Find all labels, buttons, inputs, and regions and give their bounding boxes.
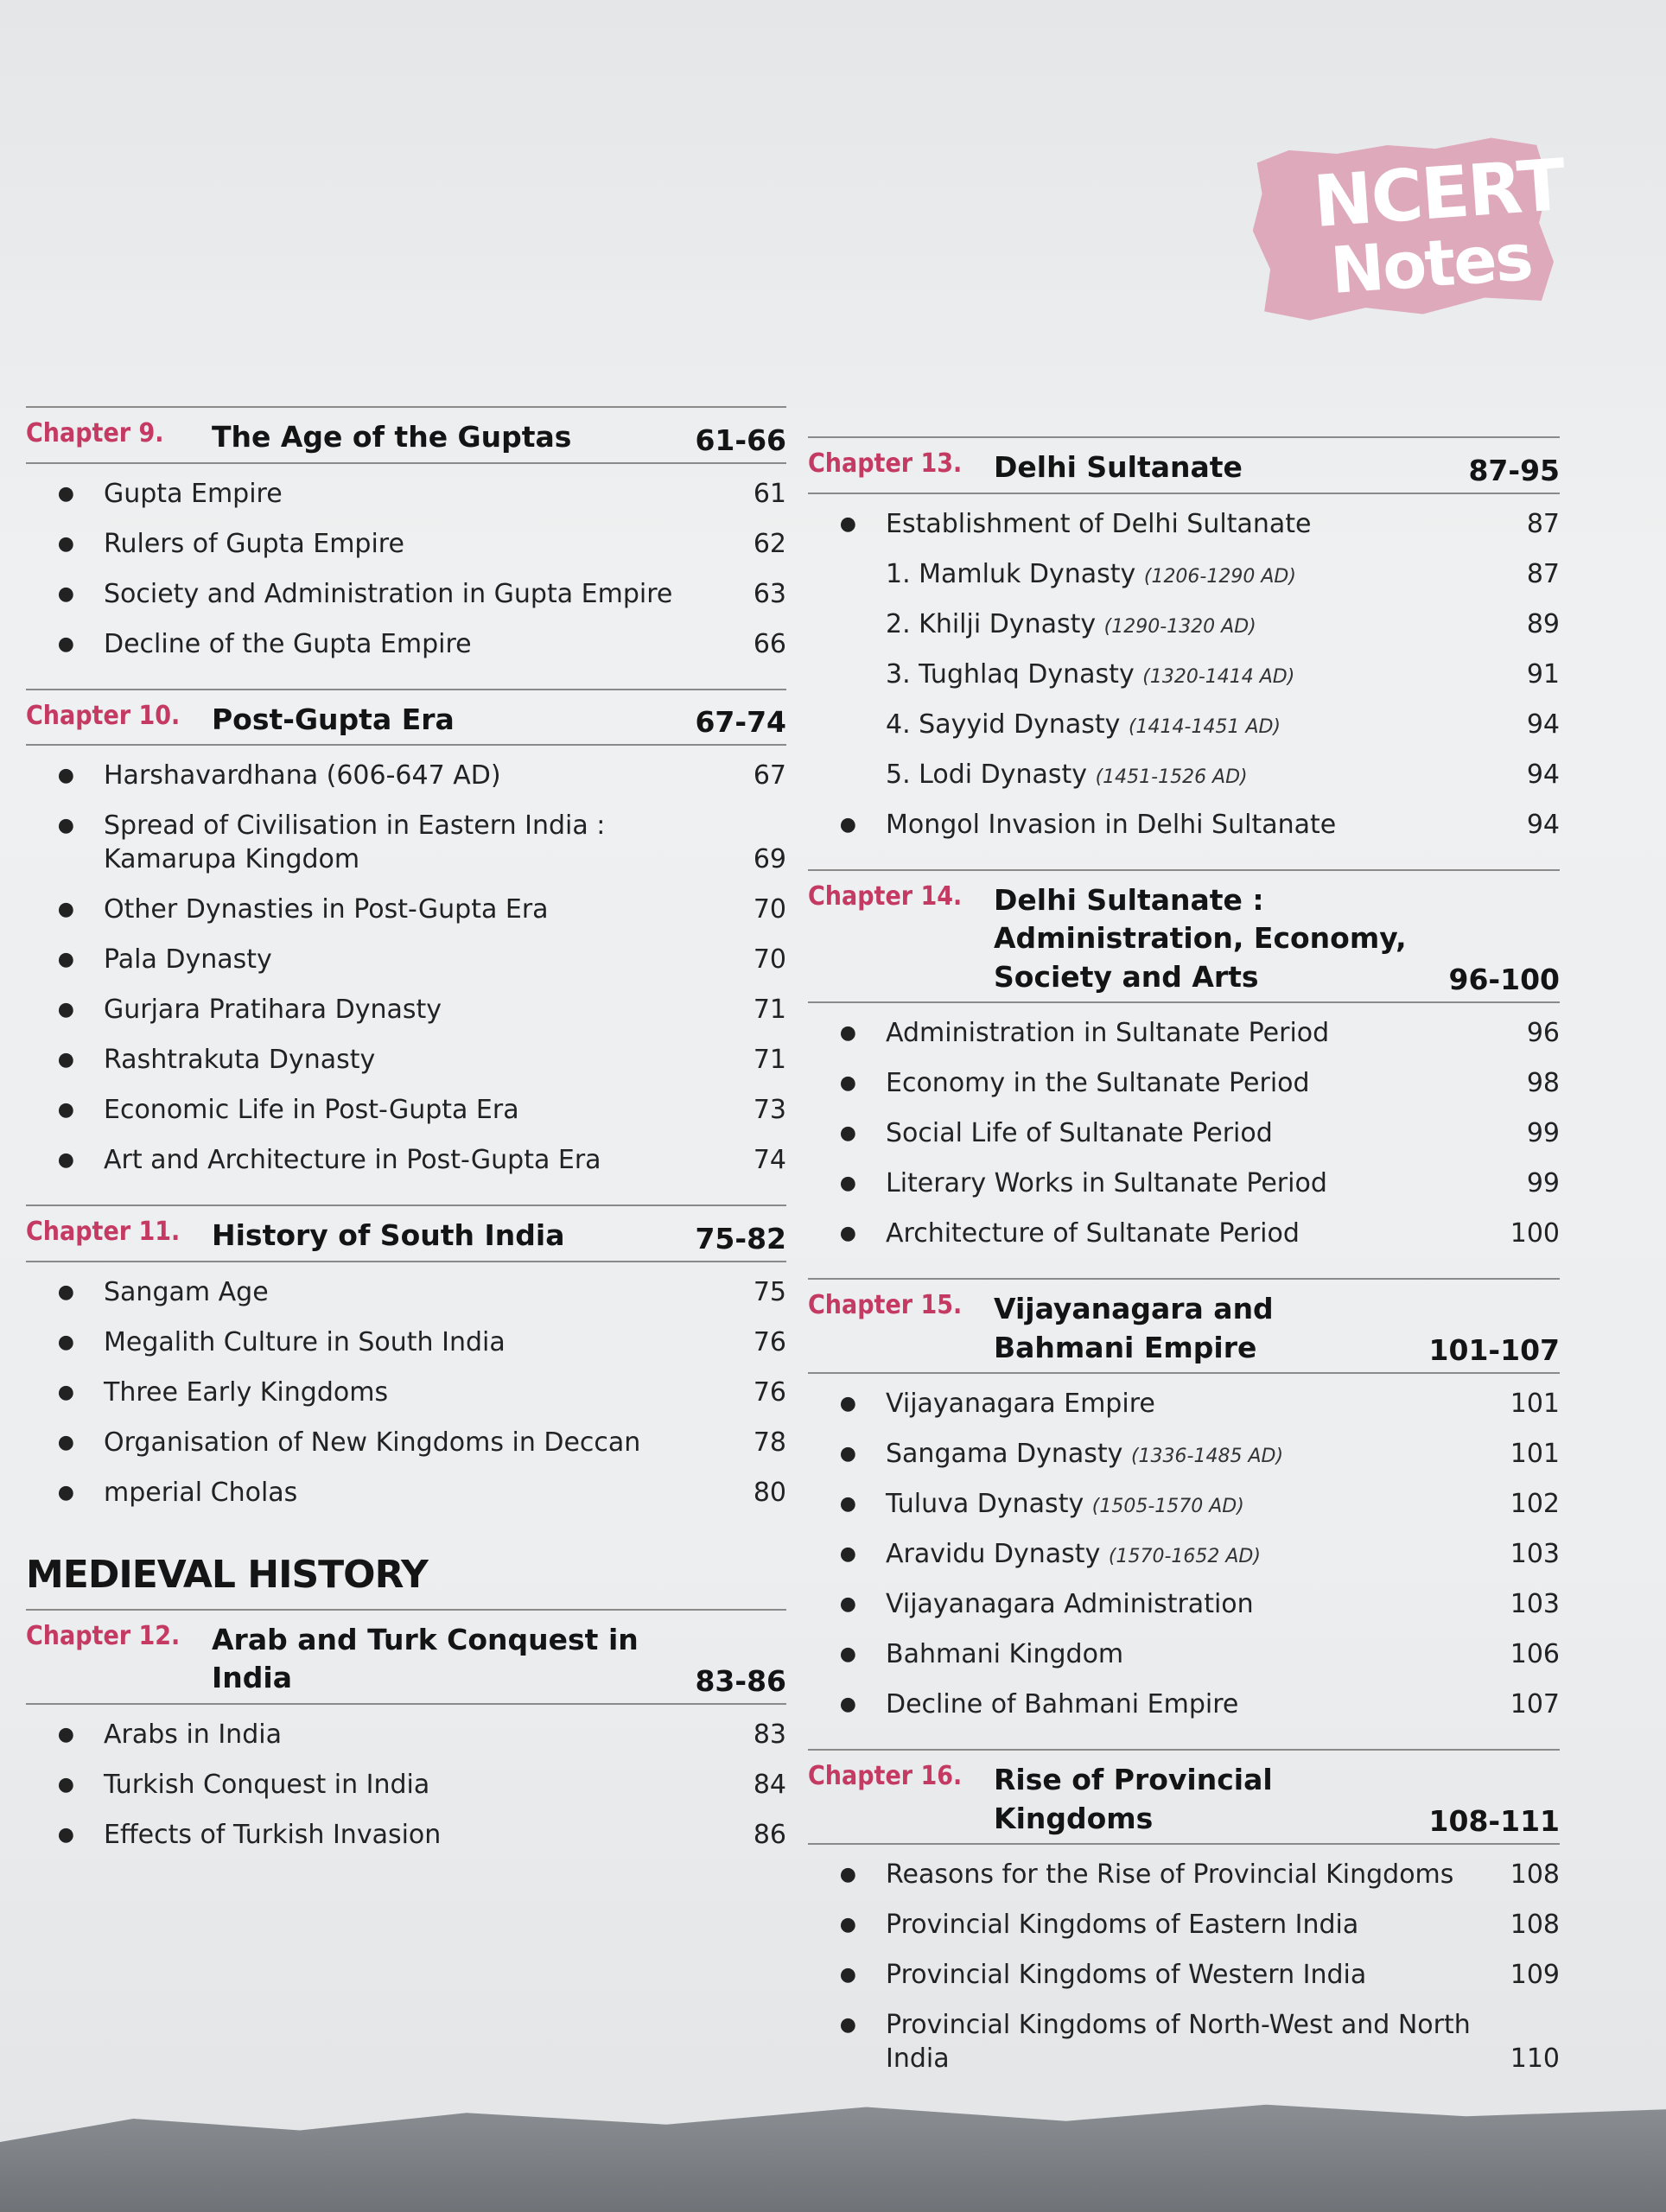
bullet-icon: ● [57, 1149, 74, 1172]
bullet-icon: ● [839, 512, 856, 535]
item-page: 63 [753, 578, 786, 609]
chapter-header [26, 689, 786, 747]
bullet-icon: ● [57, 999, 74, 1021]
list-item[interactable] [26, 1318, 786, 1368]
chapter-label: Chapter 15. [808, 1290, 963, 1321]
item-text: Economy in the Sultanate Period [886, 1068, 1310, 1099]
list-item[interactable] [808, 1379, 1560, 1429]
item-page: 94 [1526, 709, 1560, 740]
item-page: 73 [753, 1095, 786, 1126]
topic-list [808, 494, 1560, 850]
item-text: Vijayanagara Administration [886, 1589, 1254, 1620]
dynasty-name: Tuluva Dynasty [886, 1489, 1084, 1520]
topic-list [26, 464, 786, 670]
chapter-9 [26, 406, 786, 670]
list-item[interactable] [26, 751, 786, 801]
item-text: Decline of the Gupta Empire [104, 628, 472, 659]
item-page: 86 [753, 1819, 786, 1850]
item-page: 61 [753, 478, 786, 509]
list-item[interactable] [26, 620, 786, 670]
topic-list [26, 1262, 786, 1518]
bullet-icon: ● [57, 1099, 74, 1122]
item-text: Harshavardhana (606-647 AD) [104, 760, 501, 791]
bullet-icon: ● [839, 1964, 856, 1986]
sub-list-item[interactable] [808, 550, 1560, 600]
item-text: Sangam Age [104, 1276, 269, 1307]
list-item[interactable] [26, 469, 786, 519]
chapter-10 [26, 689, 786, 1186]
bullet-icon: ● [57, 765, 74, 787]
list-item[interactable] [26, 1035, 786, 1085]
dynasty-years: (1451-1526 AD) [1095, 766, 1248, 788]
chapter-label: Chapter 14. [808, 880, 963, 912]
chapter-title[interactable]: Vijayanagara and Bahmani Empire [994, 1292, 1274, 1364]
item-page: 78 [753, 1427, 786, 1458]
list-item[interactable] [26, 569, 786, 620]
item-text: Economic Life in Post-Gupta Era [104, 1095, 519, 1126]
item-text: Three Early Kingdoms [104, 1376, 389, 1408]
chapter-pages: 108-111 [1428, 1804, 1560, 1839]
item-text: Vijayanagara Empire [886, 1389, 1155, 1420]
chapter-label: Chapter 11. [26, 1217, 181, 1248]
chapter-14 [808, 869, 1560, 1260]
chapter-header [808, 436, 1560, 494]
item-text: Society and Administration in Gupta Empire [104, 578, 673, 609]
item-text [886, 658, 1491, 691]
item-page: 75 [753, 1276, 786, 1307]
chapter-title[interactable]: Arab and Turk Conquest in India [212, 1622, 639, 1695]
list-item[interactable] [26, 935, 786, 985]
item-page: 99 [1526, 1118, 1560, 1149]
item-page: 70 [753, 944, 786, 976]
bullet-icon: ● [57, 899, 74, 921]
dynasty-name: Aravidu Dynasty [886, 1539, 1101, 1570]
dynasty-name: Sangama Dynasty [886, 1439, 1123, 1470]
list-item[interactable] [808, 1680, 1560, 1730]
dynasty-name: 1. Mamluk Dynasty [886, 558, 1136, 589]
chapter-13 [808, 436, 1560, 850]
list-item[interactable] [808, 800, 1560, 850]
list-item[interactable] [808, 1159, 1560, 1209]
chapter-label: Chapter 9. [26, 418, 164, 448]
topic-list [26, 746, 786, 1185]
item-text: Social Life of Sultanate Period [886, 1118, 1273, 1149]
item-text: Gurjara Pratihara Dynasty [104, 995, 442, 1026]
bullet-icon: ● [839, 1072, 856, 1095]
item-page: 76 [753, 1326, 786, 1357]
item-page: 102 [1510, 1489, 1560, 1520]
item-page: 100 [1510, 1218, 1560, 1249]
bullet-icon: ● [57, 1773, 74, 1796]
item-page: 96 [1526, 1018, 1560, 1049]
list-item[interactable] [808, 1529, 1560, 1580]
bullet-icon: ● [57, 1049, 74, 1071]
chapter-11 [26, 1205, 786, 1518]
logo-line-1: NCERT [1311, 143, 1567, 245]
item-text: Pala Dynasty [104, 944, 272, 976]
item-page: 83 [753, 1719, 786, 1750]
dynasty-years: (1414-1451 AD) [1128, 715, 1281, 738]
dynasty-name: 3. Tughlaq Dynasty [886, 658, 1135, 690]
item-text: Literary Works in Sultanate Period [886, 1168, 1327, 1199]
bullet-icon: ● [839, 1173, 856, 1195]
item-text: Provincial Kingdoms of Western India [886, 1960, 1367, 1991]
chapter-label: Chapter 12. [26, 1620, 181, 1651]
chapter-header [808, 1278, 1560, 1374]
item-page: 101 [1510, 1389, 1560, 1420]
item-text: Rashtrakuta Dynasty [104, 1045, 376, 1076]
item-text: Gupta Empire [104, 478, 283, 509]
list-item[interactable] [808, 1630, 1560, 1680]
dynasty-name: 5. Lodi Dynasty [886, 759, 1088, 790]
item-page: 70 [753, 894, 786, 925]
list-item[interactable] [26, 1085, 786, 1135]
item-text [886, 758, 1491, 791]
bullet-icon: ● [839, 1393, 856, 1415]
item-page: 62 [753, 528, 786, 559]
dynasty-years: (1320-1414 AD) [1142, 665, 1295, 688]
item-text [886, 1437, 1491, 1471]
chapter-title[interactable]: Delhi Sultanate [994, 450, 1243, 484]
item-text: Bahmani Kingdom [886, 1639, 1124, 1670]
chapter-header [26, 1205, 786, 1262]
item-page: 101 [1510, 1439, 1560, 1470]
bullet-icon: ● [839, 1643, 856, 1666]
chapter-header [26, 406, 786, 464]
bullet-icon: ● [57, 949, 74, 971]
dynasty-name: 4. Sayyid Dynasty [886, 709, 1121, 740]
item-page: 109 [1510, 1960, 1560, 1991]
chapter-title[interactable]: Post-Gupta Era [212, 702, 455, 736]
item-page: 87 [1526, 558, 1560, 589]
list-item[interactable] [808, 2000, 1560, 2084]
item-text [886, 1487, 1491, 1521]
list-item[interactable] [26, 1268, 786, 1318]
list-item[interactable] [808, 1109, 1560, 1159]
list-item[interactable] [808, 1900, 1560, 1950]
item-text: Turkish Conquest in India [104, 1769, 430, 1800]
chapter-16 [808, 1749, 1560, 2084]
list-item[interactable] [26, 1418, 786, 1468]
list-item[interactable] [808, 1850, 1560, 1900]
item-page: 108 [1510, 1910, 1560, 1941]
logo-line-2: Notes [1328, 219, 1535, 309]
dynasty-years: (1570-1652 AD) [1108, 1546, 1261, 1568]
section-heading: MEDIEVAL HISTORY [26, 1552, 428, 1597]
item-page: 108 [1510, 1859, 1560, 1891]
item-page: 89 [1526, 608, 1560, 639]
list-item[interactable] [26, 1710, 786, 1760]
chapter-pages: 96-100 [1448, 963, 1560, 997]
dynasty-name: 2. Khilji Dynasty [886, 608, 1097, 639]
list-item[interactable] [26, 1760, 786, 1810]
list-item[interactable] [808, 1209, 1560, 1259]
bullet-icon: ● [839, 2014, 856, 2037]
topic-list [808, 1003, 1560, 1259]
bullet-icon: ● [57, 1723, 74, 1745]
chapter-label: Chapter 16. [808, 1761, 963, 1792]
bullet-icon: ● [839, 813, 856, 836]
chapter-pages: 67-74 [695, 705, 786, 740]
bullet-icon: ● [57, 1331, 74, 1353]
item-page: 94 [1526, 759, 1560, 790]
item-page: 91 [1526, 658, 1560, 690]
bullet-icon: ● [839, 1443, 856, 1465]
item-text: Reasons for the Rise of Provincial Kingdoms [886, 1859, 1454, 1891]
bullet-icon: ● [839, 1223, 856, 1245]
topic-list [808, 1845, 1560, 2084]
chapter-header [26, 1609, 786, 1705]
bullet-icon: ● [57, 1823, 74, 1846]
chapter-12 [26, 1609, 786, 1860]
list-item[interactable] [808, 1058, 1560, 1109]
item-text: Other Dynasties in Post-Gupta Era [104, 894, 549, 925]
item-text [886, 557, 1491, 591]
sub-list-item[interactable] [808, 650, 1560, 700]
bullet-icon: ● [839, 1864, 856, 1886]
topic-list [808, 1374, 1560, 1730]
item-text: Provincial Kingdoms of North-West and North India [886, 2010, 1471, 2075]
item-page: 84 [753, 1769, 786, 1800]
chapter-title[interactable]: Delhi Sultanate : Administration, Economy, Society and Arts [994, 882, 1407, 994]
right-column [808, 436, 1560, 2103]
list-item[interactable] [26, 1368, 786, 1418]
bullet-icon: ● [57, 1281, 74, 1303]
chapter-header [808, 869, 1560, 1004]
list-item[interactable] [26, 1135, 786, 1185]
sub-list-item[interactable] [808, 600, 1560, 650]
item-text [886, 607, 1491, 641]
bullet-icon: ● [839, 1543, 856, 1566]
bullet-icon: ● [57, 482, 74, 505]
chapter-label: Chapter 13. [808, 448, 963, 479]
item-text: Effects of Turkish Invasion [104, 1819, 442, 1850]
item-page: 103 [1510, 1539, 1560, 1570]
bullet-icon: ● [57, 1381, 74, 1403]
bullet-icon: ● [57, 582, 74, 605]
ncert-notes-logo [1253, 143, 1567, 315]
item-text: Provincial Kingdoms of Eastern India [886, 1910, 1359, 1941]
dynasty-years: (1290-1320 AD) [1103, 615, 1256, 638]
chapter-pages: 83-86 [695, 1663, 786, 1698]
dynasty-years: (1336-1485 AD) [1130, 1446, 1284, 1468]
bullet-icon: ● [839, 1694, 856, 1716]
item-page: 106 [1510, 1639, 1560, 1670]
item-page: 71 [753, 995, 786, 1026]
bullet-icon: ● [839, 1914, 856, 1936]
item-page: 66 [753, 628, 786, 659]
item-page: 99 [1526, 1168, 1560, 1199]
dynasty-years: (1206-1290 AD) [1143, 565, 1296, 588]
chapter-title[interactable]: The Age of the Guptas [212, 420, 572, 454]
item-text [886, 708, 1491, 741]
item-page: 80 [753, 1477, 786, 1508]
bullet-icon: ● [839, 1122, 856, 1145]
list-item[interactable] [808, 499, 1560, 550]
list-item[interactable] [26, 1468, 786, 1518]
list-item[interactable] [26, 885, 786, 935]
item-page: 98 [1526, 1068, 1560, 1099]
list-item[interactable] [26, 985, 786, 1035]
bullet-icon: ● [57, 632, 74, 655]
bullet-icon: ● [57, 532, 74, 555]
item-text: Megalith Culture in South India [104, 1326, 506, 1357]
bullet-icon: ● [839, 1493, 856, 1516]
item-text [886, 1537, 1491, 1571]
item-page: 67 [753, 760, 786, 791]
list-item[interactable] [808, 1479, 1560, 1529]
bullet-icon: ● [57, 1481, 74, 1503]
item-page: 69 [753, 844, 786, 875]
chapter-15 [808, 1278, 1560, 1730]
list-item[interactable] [26, 1810, 786, 1860]
list-item[interactable] [808, 1008, 1560, 1058]
item-text: Establishment of Delhi Sultanate [886, 508, 1312, 539]
item-page: 94 [1526, 809, 1560, 840]
chapter-pages: 87-95 [1468, 453, 1560, 487]
left-column [26, 406, 786, 1879]
item-page: 107 [1510, 1689, 1560, 1720]
item-text: Rulers of Gupta Empire [104, 528, 404, 559]
item-page: 76 [753, 1376, 786, 1408]
item-page: 74 [753, 1145, 786, 1176]
list-item[interactable] [808, 1580, 1560, 1630]
sub-list-item[interactable] [808, 750, 1560, 800]
item-text: Decline of Bahmani Empire [886, 1689, 1239, 1720]
bullet-icon: ● [57, 815, 74, 837]
bullet-icon: ● [839, 1022, 856, 1045]
item-page: 87 [1526, 508, 1560, 539]
list-item[interactable] [26, 519, 786, 569]
chapter-header [808, 1749, 1560, 1845]
item-page: 110 [1510, 2044, 1560, 2075]
bullet-icon: ● [57, 1431, 74, 1453]
item-text: mperial Cholas [104, 1477, 298, 1508]
dynasty-years: (1505-1570 AD) [1091, 1496, 1244, 1518]
item-text: Organisation of New Kingdoms in Deccan [104, 1427, 641, 1458]
item-text: Art and Architecture in Post-Gupta Era [104, 1145, 601, 1176]
item-text: Architecture of Sultanate Period [886, 1218, 1300, 1249]
list-item[interactable] [808, 1950, 1560, 2000]
list-item[interactable] [26, 801, 786, 885]
item-text: Arabs in India [104, 1719, 282, 1750]
item-text: Spread of Civilisation in Eastern India : Kamarupa Kingdom [104, 810, 606, 875]
topic-list [26, 1705, 786, 1860]
sub-list-item[interactable] [808, 700, 1560, 750]
list-item[interactable] [808, 1429, 1560, 1479]
chapter-pages: 101-107 [1428, 1333, 1560, 1368]
chapter-pages: 75-82 [695, 1221, 786, 1255]
chapter-title[interactable]: Rise of Provincial Kingdoms [994, 1763, 1273, 1835]
chapter-title[interactable]: History of South India [212, 1218, 565, 1253]
item-page: 103 [1510, 1589, 1560, 1620]
chapter-label: Chapter 10. [26, 700, 181, 731]
chapter-pages: 61-66 [695, 423, 786, 457]
item-page: 71 [753, 1045, 786, 1076]
item-text: Administration in Sultanate Period [886, 1018, 1330, 1049]
bullet-icon: ● [839, 1593, 856, 1616]
item-text: Mongol Invasion in Delhi Sultanate [886, 809, 1337, 840]
